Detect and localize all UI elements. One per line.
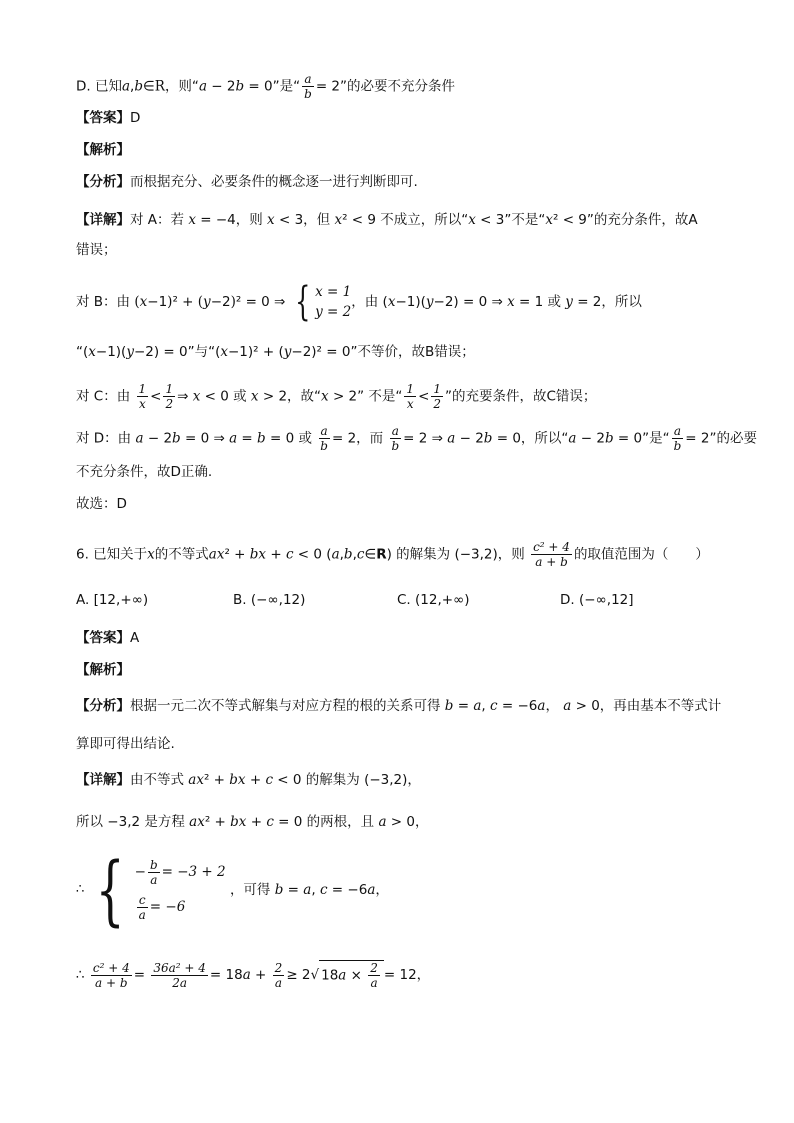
final-inequality: ∴ $\frac{\text{c² + 4}}{a + b}$ = $\frac{\text{36a² + 4}}{2a}$ = 18a + $\frac{2}{a}$ ≥ 2√ 18a × $\frac{2}{a}$ = 12， bbox=[76, 960, 431, 990]
line-d: 对 D：由 a − 2b = 0 ⇒ a = b = 0 或 $\frac{a}{b}$ = 2，而 $\frac{a}{b}$ = 2 ⇒ a − 2b = 0，所以“a − 2b = 0”是“ $\frac{a}{b}$ = 2”的必要 bbox=[76, 424, 757, 453]
guxuan-1: 故选：D bbox=[76, 496, 127, 512]
answer-line-1 bbox=[76, 108, 140, 128]
system-line: ∴ { − $\frac{b}{a}$ = −3 + 2 $\frac{c}{a}$ = −6 ，可得 b = a, c = −6a， bbox=[76, 845, 389, 934]
answer-line-2 bbox=[76, 628, 139, 648]
fenxi-2b: 算即可得出结论. bbox=[76, 736, 175, 752]
xiangjie-1-a2: 错误； bbox=[76, 242, 117, 258]
answer-value: D bbox=[130, 110, 141, 126]
xiangjie-1-a: 【详解】对 A：若 x = −4，则 x < 3，但 x² < 9 不成立，所以“x < 3”不是“x² < 9”的充分条件，故A bbox=[76, 212, 698, 228]
answer-tag: 【答案】 bbox=[76, 110, 130, 126]
line-b: 对 B：由 (x−1)² + (y−2)² = 0 ⇒ { x = 1 y = 2 ，由 (x−1)(y−2) = 0 ⇒ x = 1 或 y = 2，所以 bbox=[76, 279, 642, 325]
jiexi-1: 【解析】 bbox=[76, 142, 130, 158]
answer-value: A bbox=[130, 630, 140, 646]
line-b2: “(x−1)(y−2) = 0”与“(x−1)² + (y−2)² = 0”不等价，故B错误； bbox=[76, 344, 475, 360]
option-c: C. (12,+∞) bbox=[397, 592, 470, 608]
line-c: 对 C：由 $\frac{1}{x}$ < $\frac{1}{2}$ ⇒ x < 0 或 x > 2，故“x > 2” 不是“ $\frac{1}{x}$ < $\frac{1}{2}$ ”的充要条件，故C错误； bbox=[76, 382, 597, 411]
option-b: B. (−∞,12) bbox=[233, 592, 306, 608]
suoyi-line: 所以 −3,2 是方程 ax² + bx + c = 0 的两根，且 a > 0， bbox=[76, 814, 429, 830]
xiangjie-2: 【详解】由不等式 ax² + bx + c < 0 的解集为 (−3,2)， bbox=[76, 772, 421, 788]
jiexi-2: 【解析】 bbox=[76, 662, 130, 678]
line-d2: 不充分条件，故D正确. bbox=[76, 464, 213, 480]
fenxi-1 bbox=[76, 172, 418, 192]
xiangjie-tag: 【详解】 bbox=[76, 772, 130, 788]
fenxi-tag: 【分析】 bbox=[76, 174, 130, 190]
fenxi-2: 【分析】根据一元二次不等式解集与对应方程的根的关系可得 b = a, c = −6a， a > 0，再由基本不等式计 bbox=[76, 698, 722, 714]
xiangjie-tag: 【详解】 bbox=[76, 212, 130, 228]
question-6: 6. 已知关于x的不等式ax² + bx + c < 0 (a,b,c∈R) 的解集为 (−3,2)，则 $\frac{\text{c² + 4}}{a + b}$ 的取值范围为（ ） bbox=[76, 540, 709, 569]
answer-tag: 【答案】 bbox=[76, 630, 130, 646]
fenxi-tag: 【分析】 bbox=[76, 698, 130, 714]
option-a: A. [12,+∞) bbox=[76, 592, 149, 608]
option-d-statement: D. 已知a,b∈R，则“a − 2b = 0”是“ $\frac{a}{b}$ = 2”的必要不充分条件 bbox=[76, 72, 455, 101]
option-d: D. (−∞,12] bbox=[560, 592, 634, 608]
fenxi-text: 而根据充分、必要条件的概念逐一进行判断即可. bbox=[130, 174, 418, 190]
